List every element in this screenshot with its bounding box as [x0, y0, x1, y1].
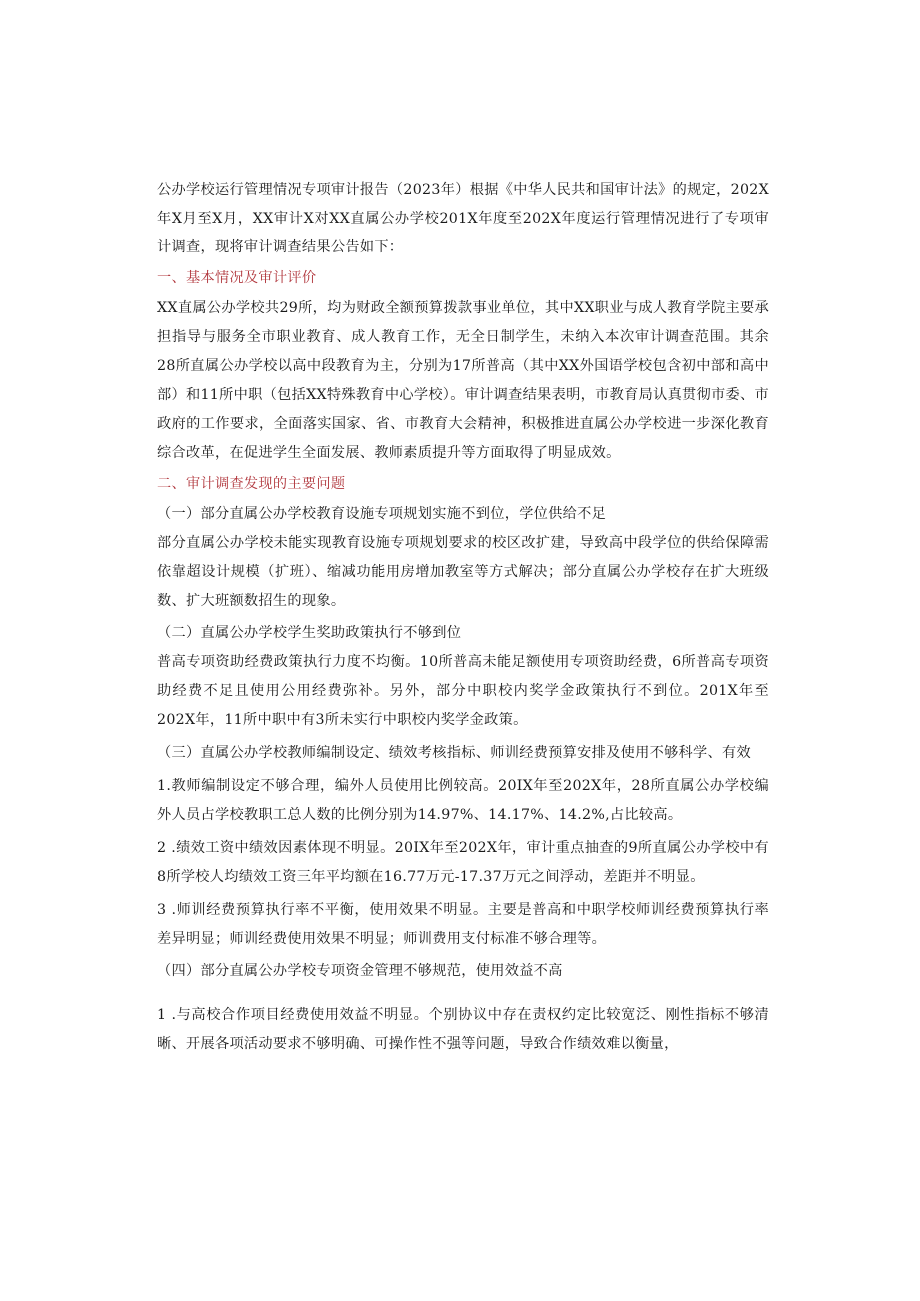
section-heading-main-problems: 二、审计调查发现的主要问题	[157, 475, 346, 492]
subsection-3-title: （三）直属公办学校教师编制设定、绩效考核指标、师训经费预算安排及使用不够科学、有效	[157, 744, 751, 761]
section-heading-basic-info: 一、基本情况及审计评价	[157, 269, 317, 286]
subsection-2-title: （二）直属公办学校学生奖助政策执行不够到位	[157, 624, 462, 641]
document-page	[157, 176, 769, 1059]
intro-paragraph: 公办学校运行管理情况专项审计报告（2023年）根据《中华人民共和国审计法》的规定，202X年X月至X月，XX审计X对XX直属公办学校201X年度至202X年度运行管理情况进行了专项审计调查，现将审计调查结果公告如下：	[157, 182, 769, 255]
subsection-3-item-3: 3 .师训经费预算执行率不平衡，使用效果不明显。主要是普高和中职学校师训经费预算执行率差异明显；师训经费使用效果不明显；师训费用支付标准不够合理等。	[157, 901, 769, 947]
subsection-1-title: （一）部分直属公办学校教育设施专项规划实施不到位，学位供给不足	[157, 505, 607, 522]
subsection-2-body: 普高专项资助经费政策执行力度不均衡。10所普高未能足额使用专项资助经费，6所普高专项资助经费不足且使用公用经费弥补。另外，部分中职校内奖学金政策执行不到位。201X年至202X年，11所中职中有3所未实行中职校内奖学金政策。	[157, 653, 769, 728]
subsection-4-item-1: 1 .与高校合作项目经费使用效益不明显。个别协议中存在责权约定比较宽泛、刚性指标不够清晰、开展各项活动要求不够明确、可操作性不强等问题，导致合作绩效难以衡量，	[157, 1006, 769, 1052]
section-basic-info-body: XX直属公办学校共29所，均为财政全额预算拨款事业单位，其中XX职业与成人教育学院主要承担指导与服务全市职业教育、成人教育工作，无全日制学生，未纳入本次审计调查范围。其余28所直属公办学校以高中段教育为主，分别为17所普高（其中XX外国语学校包含初中部和高中部）和11所中职（包括XX特殊教育中心学校）。审计调查结果表明，市教育局认真贯彻市委、市政府的工作要求，全面落实国家、省、市教育大会精神，积极推进直属公办学校进一步深化教育综合改革，在促进学生全面发展、教师素质提升等方面取得了明显成效。	[157, 299, 769, 461]
subsection-1-body: 部分直属公办学校未能实现教育设施专项规划要求的校区改扩建，导致高中段学位的供给保障需依靠超设计规模（扩班）、缩减功能用房增加教室等方式解决；部分直属公办学校存在扩大班级数、扩大班额数招生的现象。	[157, 534, 769, 609]
subsection-4-title: （四）部分直属公办学校专项资金管理不够规范，使用效益不高	[157, 962, 563, 979]
subsection-3-item-2: 2 .绩效工资中绩效因素体现不明显。20IX年至202X年，审计重点抽查的9所直属公办学校中有8所学校人均绩效工资三年平均额在16.77万元-17.37万元之间浮动，差距并不明显。	[157, 839, 769, 885]
subsection-3-item-1: 1.教师编制设定不够合理，编外人员使用比例较高。20IX年至202X年，28所直属公办学校编外人员占学校教职工总人数的比例分别为14.97%、14.17%、14.2%,占比较高。	[157, 777, 769, 823]
